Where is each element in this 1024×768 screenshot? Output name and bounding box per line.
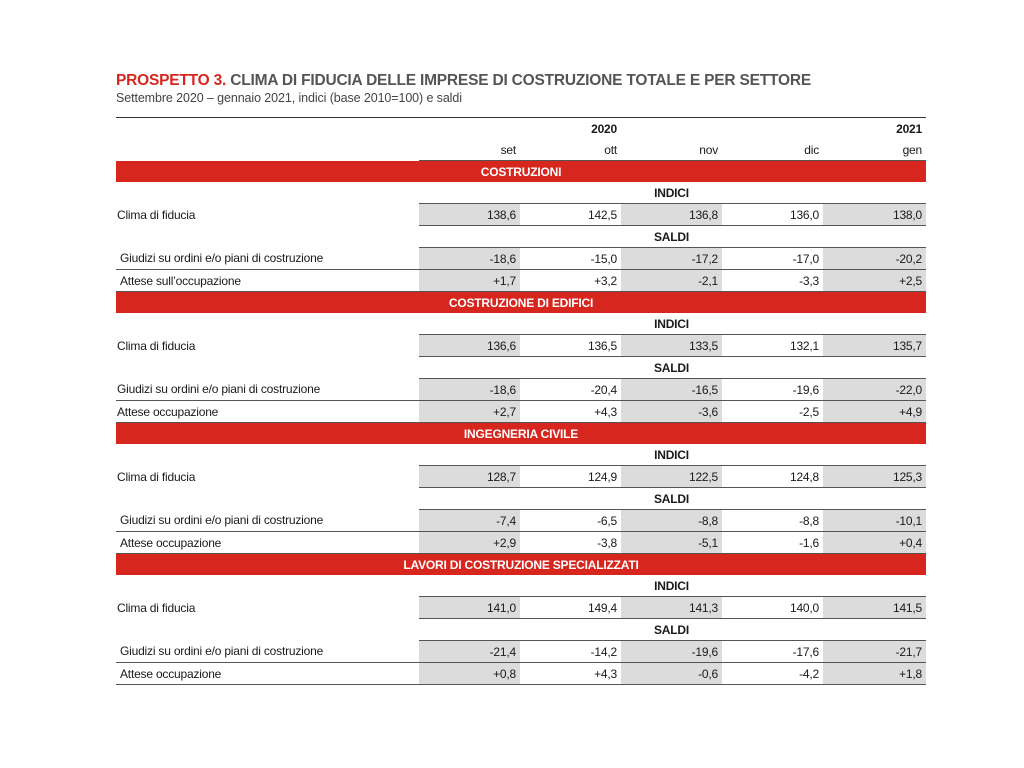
subheader-blank [116, 575, 419, 597]
header-blank [116, 118, 419, 140]
value-cell: 138,0 [823, 204, 926, 226]
value-cell: +2,5 [823, 270, 926, 292]
value-cell: +1,8 [823, 663, 926, 685]
data-row [116, 641, 926, 663]
subheader-saldi: SALDI [621, 226, 722, 248]
subheader-blank [722, 444, 823, 466]
subheader-blank [823, 444, 926, 466]
value-cell: +2,9 [419, 532, 520, 554]
subheader-indici: INDICI [621, 182, 722, 204]
subheader-blank [419, 488, 520, 510]
subheader-blank [823, 488, 926, 510]
subheader-blank [116, 182, 419, 204]
section-title: COSTRUZIONI [116, 161, 926, 183]
subheader-indici: INDICI [621, 444, 722, 466]
value-cell: -22,0 [823, 379, 926, 401]
data-row [116, 270, 926, 292]
row-label: Clima di fiducia [117, 469, 196, 484]
section-header-row [116, 161, 926, 183]
value-cell: 138,6 [419, 204, 520, 226]
month-header-row [116, 139, 926, 161]
subheader-blank [823, 313, 926, 335]
title-prefix: PROSPETTO 3. [116, 72, 227, 89]
value-cell: 133,5 [621, 335, 722, 357]
month-header: gen [823, 139, 926, 161]
month-header: ott [520, 139, 621, 161]
subheader-blank [116, 357, 419, 379]
section-title: INGEGNERIA CIVILE [116, 423, 926, 445]
value-cell: 124,9 [520, 466, 621, 488]
subheader-blank [823, 575, 926, 597]
value-cell: 136,5 [520, 335, 621, 357]
subheader-blank [520, 313, 621, 335]
subheader-blank [823, 226, 926, 248]
subheader-row-saldi [116, 226, 926, 248]
value-cell: -3,8 [520, 532, 621, 554]
value-cell: -8,8 [621, 510, 722, 532]
year-2021: 2021 [823, 118, 926, 140]
value-cell: 124,8 [722, 466, 823, 488]
month-header: set [419, 139, 520, 161]
data-row [116, 335, 926, 357]
value-cell: -21,7 [823, 641, 926, 663]
value-cell: +1,7 [419, 270, 520, 292]
value-cell: -19,6 [621, 641, 722, 663]
subheader-blank [520, 226, 621, 248]
value-cell: 136,6 [419, 335, 520, 357]
month-header: dic [722, 139, 823, 161]
value-cell: -15,0 [520, 248, 621, 270]
value-cell: -20,4 [520, 379, 621, 401]
subheader-blank [722, 619, 823, 641]
row-label: Attese occupazione [116, 532, 419, 554]
row-label: Giudizi su ordini e/o piani di costruzione [116, 379, 419, 401]
data-row [116, 466, 926, 488]
value-cell: +3,2 [520, 270, 621, 292]
subheader-blank [823, 619, 926, 641]
value-cell: -2,5 [722, 401, 823, 423]
row-label: Attese occupazione [116, 401, 419, 423]
subheader-blank [722, 182, 823, 204]
subheader-blank [520, 488, 621, 510]
row-label: Attese sull’occupazione [116, 270, 419, 292]
value-cell: -3,3 [722, 270, 823, 292]
subheader-saldi: SALDI [621, 357, 722, 379]
subheader-blank [722, 575, 823, 597]
subheader-indici: INDICI [621, 575, 722, 597]
value-cell: -8,8 [722, 510, 823, 532]
value-cell: +4,3 [520, 401, 621, 423]
row-label: Clima di fiducia [117, 207, 196, 222]
section-header-row [116, 554, 926, 576]
subheader-row-saldi [116, 619, 926, 641]
subheader-blank [419, 226, 520, 248]
subheader-blank [419, 313, 520, 335]
value-cell: 135,7 [823, 335, 926, 357]
year-2020-spacer [419, 118, 520, 140]
value-cell: -0,6 [621, 663, 722, 685]
subheader-blank [419, 357, 520, 379]
table-subtitle: Settembre 2020 – gennaio 2021, indici (base 2010=100) e saldi [116, 91, 462, 105]
value-cell: -10,1 [823, 510, 926, 532]
value-cell: -17,6 [722, 641, 823, 663]
value-cell: 142,5 [520, 204, 621, 226]
value-cell: 122,5 [621, 466, 722, 488]
data-row [116, 401, 926, 423]
subheader-row-indici [116, 575, 926, 597]
subheader-blank [722, 313, 823, 335]
value-cell: 128,7 [419, 466, 520, 488]
value-cell: -14,2 [520, 641, 621, 663]
data-row [116, 379, 926, 401]
value-cell: 140,0 [722, 597, 823, 619]
value-cell: +2,7 [419, 401, 520, 423]
value-cell: -20,2 [823, 248, 926, 270]
year-2020-spacer [621, 118, 722, 140]
data-table [116, 117, 926, 685]
header-blank [116, 139, 419, 161]
row-label: Clima di fiducia [117, 338, 196, 353]
subheader-blank [722, 357, 823, 379]
value-cell: -3,6 [621, 401, 722, 423]
data-row [116, 510, 926, 532]
year-header-row [116, 118, 926, 140]
subheader-blank [722, 488, 823, 510]
subheader-blank [823, 357, 926, 379]
value-cell: 125,3 [823, 466, 926, 488]
data-row [116, 248, 926, 270]
subheader-blank [520, 619, 621, 641]
subheader-row-indici [116, 444, 926, 466]
year-2020: 2020 [520, 118, 621, 140]
value-cell: -19,6 [722, 379, 823, 401]
data-row [116, 597, 926, 619]
value-cell: 132,1 [722, 335, 823, 357]
value-cell: 136,0 [722, 204, 823, 226]
value-cell: -21,4 [419, 641, 520, 663]
value-cell: -1,6 [722, 532, 823, 554]
row-label: Attese occupazione [116, 663, 419, 685]
value-cell: -17,0 [722, 248, 823, 270]
subheader-blank [520, 575, 621, 597]
section-title: COSTRUZIONE DI EDIFICI [116, 292, 926, 314]
subheader-blank [116, 488, 419, 510]
subheader-blank [823, 182, 926, 204]
subheader-saldi: SALDI [621, 488, 722, 510]
subheader-row-saldi [116, 357, 926, 379]
value-cell: -7,4 [419, 510, 520, 532]
subheader-row-indici [116, 182, 926, 204]
subheader-row-indici [116, 313, 926, 335]
section-header-row [116, 423, 926, 445]
subheader-blank [520, 444, 621, 466]
subheader-saldi: SALDI [621, 619, 722, 641]
value-cell: +4,3 [520, 663, 621, 685]
row-label: Giudizi su ordini e/o piani di costruzione [116, 248, 419, 270]
subheader-blank [419, 619, 520, 641]
row-label: Giudizi su ordini e/o piani di costruzione [116, 641, 419, 663]
value-cell: 141,3 [621, 597, 722, 619]
value-cell: 141,0 [419, 597, 520, 619]
value-cell: +0,8 [419, 663, 520, 685]
value-cell: -5,1 [621, 532, 722, 554]
value-cell: +0,4 [823, 532, 926, 554]
value-cell: -16,5 [621, 379, 722, 401]
row-label: Giudizi su ordini e/o piani di costruzione [116, 510, 419, 532]
subheader-blank [419, 444, 520, 466]
value-cell: -17,2 [621, 248, 722, 270]
value-cell: -4,2 [722, 663, 823, 685]
year-2020-spacer [722, 118, 823, 140]
value-cell: +4,9 [823, 401, 926, 423]
subheader-blank [419, 575, 520, 597]
value-cell: -2,1 [621, 270, 722, 292]
subheader-row-saldi [116, 488, 926, 510]
subheader-blank [520, 357, 621, 379]
subheader-blank [419, 182, 520, 204]
value-cell: 149,4 [520, 597, 621, 619]
value-cell: -18,6 [419, 248, 520, 270]
value-cell: 136,8 [621, 204, 722, 226]
data-row [116, 204, 926, 226]
subheader-indici: INDICI [621, 313, 722, 335]
value-cell: 141,5 [823, 597, 926, 619]
subheader-blank [520, 182, 621, 204]
section-header-row [116, 292, 926, 314]
subheader-blank [116, 619, 419, 641]
value-cell: -18,6 [419, 379, 520, 401]
subheader-blank [722, 226, 823, 248]
value-cell: -6,5 [520, 510, 621, 532]
document [116, 72, 926, 685]
month-header: nov [621, 139, 722, 161]
subheader-blank [116, 226, 419, 248]
title-text: CLIMA DI FIDUCIA DELLE IMPRESE DI COSTRUZIONE TOTALE E PER SETTORE [230, 72, 811, 89]
section-title: LAVORI DI COSTRUZIONE SPECIALIZZATI [116, 554, 926, 576]
row-label: Clima di fiducia [117, 600, 196, 615]
subheader-blank [116, 313, 419, 335]
table-title [116, 72, 926, 90]
subheader-blank [116, 444, 419, 466]
data-row [116, 532, 926, 554]
data-row [116, 663, 926, 685]
